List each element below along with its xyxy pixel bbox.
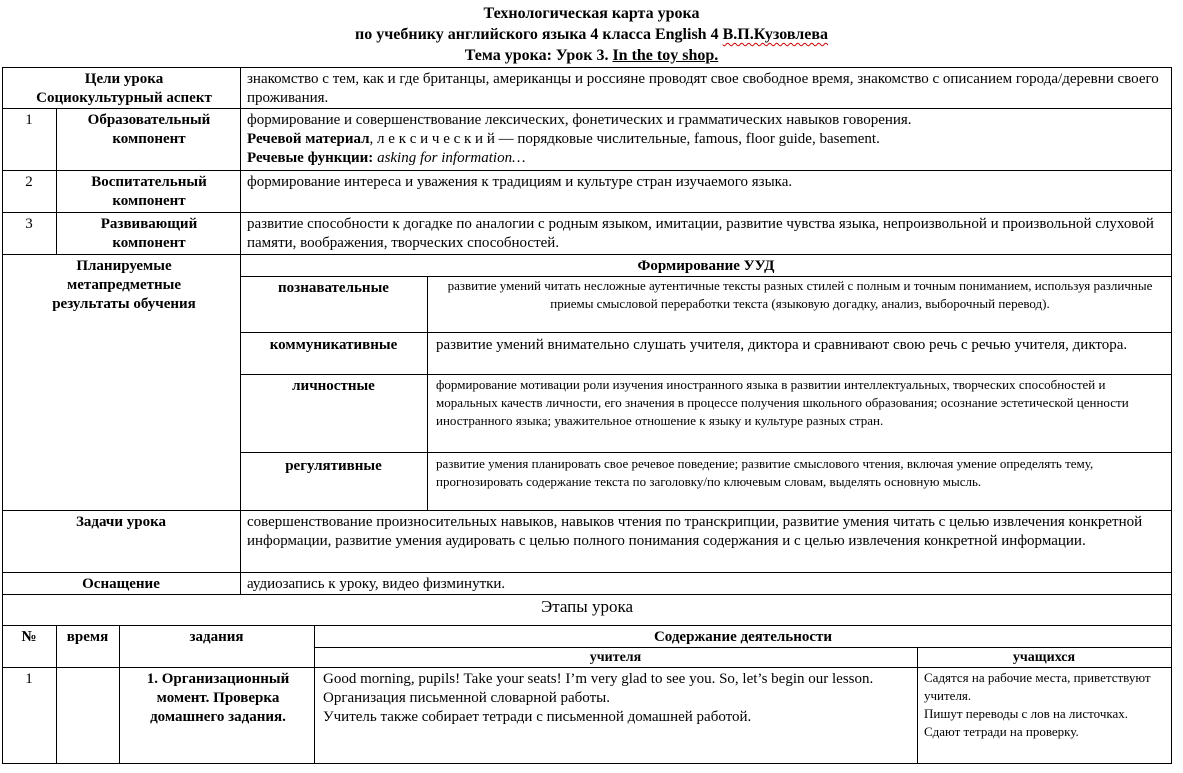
component-text-1: формирование и совершенствование лексических, фонетических и грамматических навыков говорения. Речевой материал, л е к с и ч е с к и й — порядковые числительные, famous, floor guide, basement. Речевые функции: asking for information…	[247, 112, 912, 166]
equipment-text: аудиозапись к уроку, видео физминутки.	[247, 576, 506, 592]
uud-text-regulatory: развитие умения планировать свое речевое поведение; развитие смыслового чтения, включая умение определять тему, прогнозировать содержание текста по заголовку/по ключевым словам, выделять основную мысль.	[436, 456, 1094, 489]
uud-name-personal: личностные	[292, 378, 375, 394]
equipment-label: Оснащение	[82, 576, 160, 592]
col-tasks: задания	[189, 629, 244, 645]
stage-teacher-1: Good morning, pupils! Take your seats! I’m very glad to see you. So, let’s begin our lesson. Организация письменной словарной работы. Учитель также собирает тетради с письменной домашней работой.	[323, 671, 874, 725]
uud-name-cognitive: познавательные	[278, 280, 389, 296]
component-num-3: 3	[25, 216, 33, 232]
goals-label: Цели урока Социокультурный аспект	[36, 71, 212, 106]
component-num-2: 2	[25, 174, 33, 190]
stage-students-1: Садятся на рабочие места, приветствуют учителя. Пишут переводы с лов на листочках. Сдают тетради на проверку.	[924, 670, 1151, 739]
col-teacher: учителя	[589, 650, 642, 665]
tasks-text: совершенствование произносительных навыков, навыков чтения по транскрипции, развитие умения читать с целью извлечения конкретной информации, развитие умения аудировать с целью полного понимания содержания и с целью извлечения конкретной информации.	[247, 514, 1143, 549]
uud-text-cognitive: развитие умений читать несложные аутентичные тексты разных стилей с полным и точным пониманием, используя различные приемы смысловой переработки текста (языковую догадку, анализ, выборочный перевод).	[447, 278, 1153, 311]
component-label-3: Развивающий компонент	[100, 216, 198, 251]
lesson-topic: Тема урока: Урок 3. In the toy shop.	[464, 47, 719, 64]
uud-name-communicative: коммуникативные	[269, 337, 398, 353]
component-num-1: 1	[25, 112, 33, 128]
uud-text-communicative: развитие умений внимательно слушать учителя, диктора и сравнивают свою речь с речью учителя, диктора.	[436, 337, 1128, 353]
doc-subtitle: по учебнику английского языка 4 класса English 4 В.П.Кузовлева	[355, 26, 828, 43]
col-content: Содержание деятельности	[653, 629, 833, 645]
stage-task-1: 1. Организационный момент. Проверка домашнего задания.	[146, 671, 290, 725]
stages-title: Этапы урока	[541, 597, 633, 616]
col-num: №	[21, 629, 37, 645]
col-time: время	[66, 629, 109, 645]
stage-num-1: 1	[25, 671, 33, 687]
component-text-3: развитие способности к догадке по аналогии с родным языком, имитации, развитие чувства языка, непроизвольной и произвольной слуховой памяти, воображения, творческих способностей.	[247, 216, 1154, 251]
component-label-1: Образовательный компонент	[87, 112, 211, 147]
doc-title: Технологическая карта урока	[483, 5, 700, 22]
planned-label: Планируемые метапредметные результаты обучения	[52, 258, 196, 312]
tasks-label: Задачи урока	[75, 514, 166, 530]
uud-name-regulatory: регулятивные	[285, 458, 382, 474]
uud-title: Формирование УУД	[637, 258, 775, 274]
goals-text: знакомство с тем, как и где британцы, американцы и россияне проводят свое свободное время, знакомство с описанием города/деревни своего проживания.	[247, 71, 1159, 106]
component-text-2: формирование интереса и уважения к традициям и культуре стран изучаемого языка.	[247, 174, 793, 190]
component-label-2: Воспитательный компонент	[91, 174, 207, 209]
uud-text-personal: формирование мотивации роли изучения иностранного языка в развитии интеллектуальных, творческих способностей и моральных качеств личности, его значения в процессе получения школьного образования; осознание эстетической ценности иностранного языка; уважительное отношение к языку и культуре разных стран.	[436, 377, 1129, 428]
col-students: учащихся	[1012, 650, 1076, 665]
